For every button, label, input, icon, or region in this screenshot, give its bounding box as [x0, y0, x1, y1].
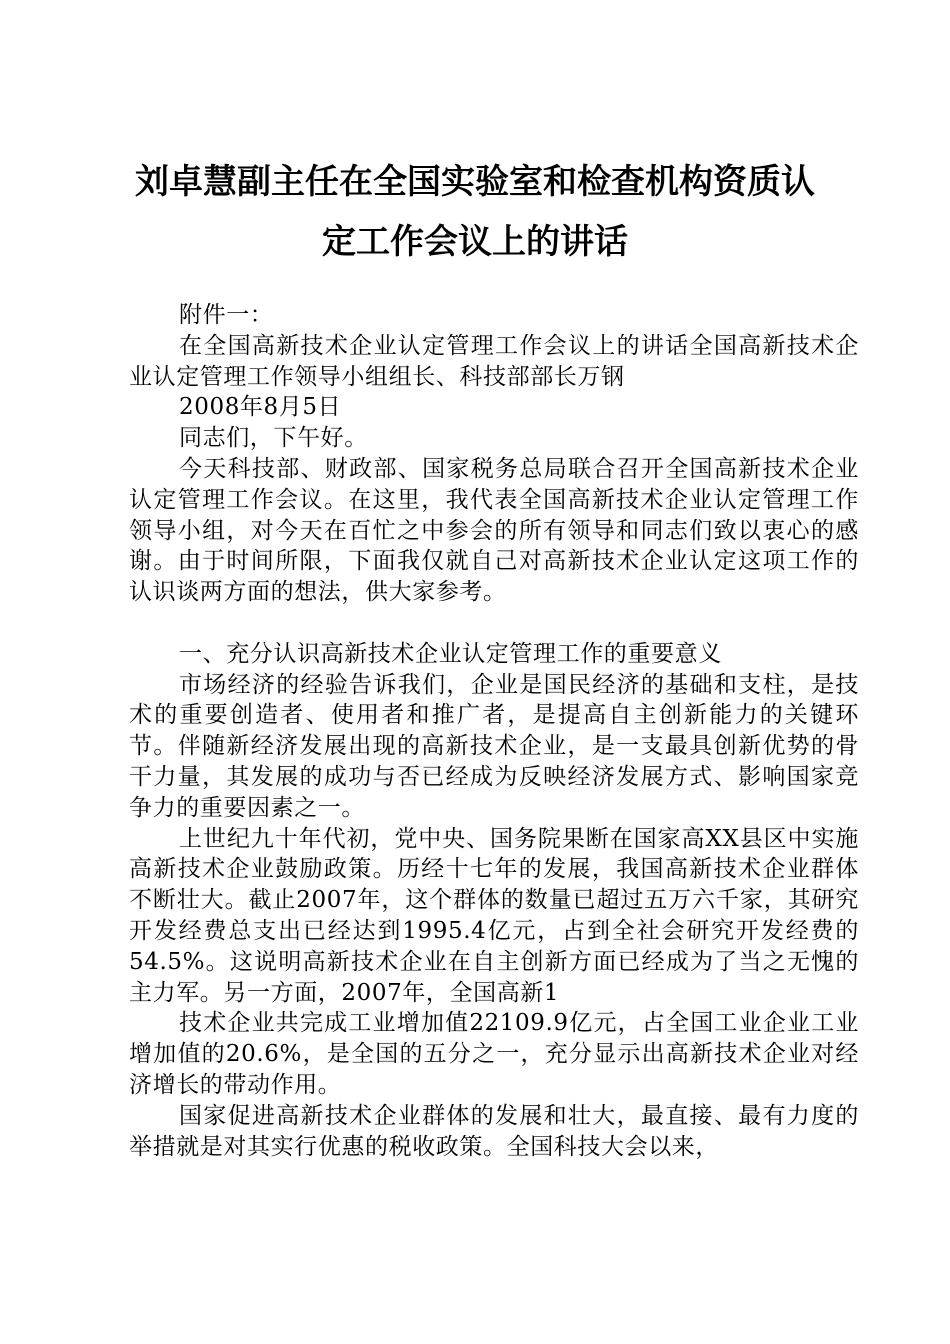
- body-paragraph: 技术企业共完成工业增加值22109.9亿元，占全国工业企业工业增加值的20.6%，是全国的五分之一，充分显示出高新技术企业对经济增长的带动作用。: [129, 1010, 859, 1098]
- opening-paragraph: 今天科技部、财政部、国家税务总局联合召开全国高新技术企业认定管理工作会议。在这里，我代表全国高新技术企业认定管理工作领导小组，对今天在百忙之中参会的所有领导和同志们致以衷心的感谢。由于时间所限，下面我仅就自己对高新技术企业认定这项工作的认识谈两方面的想法，供大家参考。: [129, 455, 859, 606]
- body-paragraph: 上世纪九十年代初，党中央、国务院果断在国家高XX县区中实施高新技术企业鼓励政策。历经十七年的发展，我国高新技术企业群体不断壮大。截止2007年，这个群体的数量已超过五万六千家，其研究开发经费总支出已经达到1995.4亿元，占到全社会研究开发经费的54.5%。这说明高新技术企业在自主创新方面已经成为了当之无愧的主力军。另一方面，2007年，全国高新1: [129, 825, 859, 1006]
- document-title-line-1: 刘卓慧副主任在全国实验室和检查机构资质认: [135, 162, 815, 202]
- greeting: 同志们，下午好。: [179, 425, 368, 452]
- paragraph-spacer: [129, 608, 859, 639]
- body-paragraph: 市场经济的经验告诉我们，企业是国民经济的基础和支柱，是技术的重要创造者、使用者和推广者，是提高自主创新能力的关键环节。伴随新经济发展出现的高新技术企业，是一支最具创新优势的骨干力量，其发展的成功与否已经成为反映经济发展方式、影响国家竞争力的重要因素之一。: [129, 671, 859, 821]
- document-title-line-2: 定工作会议上的讲话: [322, 222, 628, 262]
- section-heading: 一、充分认识高新技术企业认定管理工作的重要意义: [179, 640, 722, 667]
- speech-date: 2008年8月5日: [179, 394, 342, 421]
- document-body: [129, 300, 859, 1162]
- body-paragraph: 国家促进高新技术企业群体的发展和壮大，最直接、最有力度的举措就是对其实行优惠的税收政策。全国科技大会以来，: [129, 1102, 859, 1160]
- speech-heading: 在全国高新技术企业认定管理工作会议上的讲话全国高新技术企业认定管理工作领导小组组长、科技部部长万钢: [129, 332, 859, 390]
- attachment-label: 附件一：: [179, 302, 274, 328]
